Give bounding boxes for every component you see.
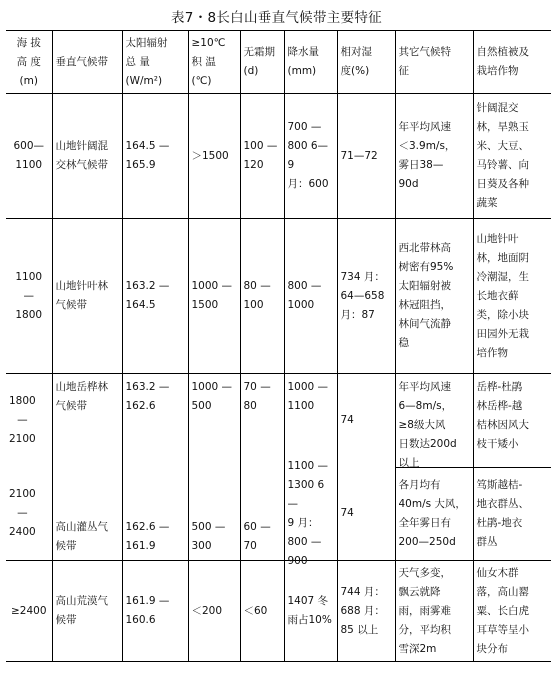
header-humidity: 相对湿 度(%)	[337, 31, 395, 94]
other-shrub: 各月均有 40m/s 大风， 全年雾日有 200—250d	[398, 479, 466, 548]
cell-accum-temp: ＜200	[188, 561, 240, 662]
frost-free-birch: 70 — 80	[243, 381, 271, 412]
header-precip: 降水量 (mm)	[284, 31, 337, 94]
cell-altitude	[6, 374, 52, 561]
header-accum-temp: ≥10℃ 积 温 (℃)	[188, 31, 240, 94]
cell-precip: 700 — 800 6—9 月：600	[284, 94, 337, 219]
cell-precip: 800 — 1000	[284, 219, 337, 374]
cell-frost-free: ＜60	[240, 561, 284, 662]
header-other: 其它气候特 征	[395, 31, 473, 94]
header-frost-free: 无霜期 (d)	[240, 31, 284, 94]
cell-zone: 山地针叶林 气候带	[52, 219, 122, 374]
table-row	[6, 94, 551, 219]
accum-temp-shrub: 500 — 300	[191, 521, 226, 552]
radiation-shrub: 162.6 — 161.9	[125, 521, 170, 552]
altitude-1800-2100: 1800 — 2100	[9, 395, 36, 445]
cell-precip	[284, 374, 337, 567]
cell-vegetation	[473, 374, 551, 561]
vegetation-birch: 岳桦-杜鹃 林岳桦-越 桔林因风大 枝干矮小	[476, 381, 529, 450]
header-altitude: 海 拔 高 度 (m)	[6, 31, 52, 94]
header-zone: 垂直气候带	[52, 31, 122, 94]
accum-temp-birch: 1000 — 500	[191, 381, 233, 412]
header-row	[6, 31, 551, 94]
header-radiation: 太阳辐射 总 量 (W/m²)	[122, 31, 188, 94]
table-title: 表7・8长白山垂直气候带主要特征	[171, 10, 382, 26]
table-row	[6, 219, 551, 374]
cell-radiation: 161.9 — 160.6	[122, 561, 188, 662]
cell-humidity: 734 月： 64—658 月：87	[337, 219, 395, 374]
cell-zone	[52, 374, 122, 561]
table-row	[6, 374, 551, 561]
humidity-birch: 74	[340, 414, 354, 426]
cell-vegetation: 针阔混交 林，旱熟玉 米、大豆、 马铃薯、向 日葵及各种 蔬菜	[473, 94, 551, 219]
cell-accum-temp: 1000 — 1500	[188, 219, 240, 374]
cell-other: 西北带林高 树密有95% 太阳辐射被 林冠阻挡， 林间气流静 稳	[395, 219, 473, 374]
cell-zone: 高山荒漠气 候带	[52, 561, 122, 662]
cell-vegetation: 仙女木群 落，高山罂 粟、长白虎 耳草等呈小 块分布	[473, 561, 551, 662]
vegetation-shrub: 笃斯越桔- 地衣群丛、 杜鹃-地衣 群丛	[476, 479, 529, 548]
header-vegetation: 自然植被及 栽培作物	[473, 31, 551, 94]
cell-altitude: 1100 — 1800	[6, 219, 52, 374]
cell-altitude: ≥2400	[6, 561, 52, 662]
cell-radiation	[122, 374, 188, 561]
cell-humidity	[337, 374, 395, 561]
humidity-shrub: 74	[340, 507, 354, 519]
cell-frost-free: 80 — 100	[240, 219, 284, 374]
cell-humidity: 71—72	[337, 94, 395, 219]
radiation-birch: 163.2 — 162.6	[125, 381, 170, 412]
cell-precip: 1407 冬 雨占10%	[284, 561, 337, 662]
cell-vegetation: 山地针叶 林，地面阴 冷潮湿，生 长地衣藓 类，除小块 田园外无栽 培作物	[473, 219, 551, 374]
climate-zone-table	[6, 30, 551, 662]
cell-accum-temp: ＞1500	[188, 94, 240, 219]
zone-birch: 山地岳桦林 气候带	[55, 381, 108, 412]
cell-frost-free	[240, 374, 284, 561]
cell-radiation: 164.5 — 165.9	[122, 94, 188, 219]
table-row	[6, 561, 551, 662]
cell-humidity: 744 月： 688 月： 85 以上	[337, 561, 395, 662]
cell-altitude: 600— 1100	[6, 94, 52, 219]
zone-shrub: 高山灌丛气 候带	[55, 521, 108, 552]
cell-accum-temp	[188, 374, 240, 561]
cell-other: 年平均风速 ＜3.9m/s， 雾日38— 90d	[395, 94, 473, 219]
cell-other	[395, 374, 473, 561]
altitude-2100-2400: 2100 — 2400	[9, 488, 36, 538]
cell-radiation: 163.2 — 164.5	[122, 219, 188, 374]
precip-shrub: 1100 — 1300 6— 9 月： 800 — 900	[287, 459, 329, 567]
frost-free-shrub: 60 — 70	[243, 521, 271, 552]
cell-zone: 山地针阔混 交林气候带	[52, 94, 122, 219]
cell-frost-free: 100 — 120	[240, 94, 284, 219]
precip-birch: 1000 — 1100	[287, 381, 329, 412]
cell-other: 天气多变， 飘云就降 雨，雨雾难 分，平均积 雪深2m	[395, 561, 473, 662]
other-birch: 年平均风速 6—8m/s， ≥8级大风 日数达200d 以上	[398, 381, 457, 469]
